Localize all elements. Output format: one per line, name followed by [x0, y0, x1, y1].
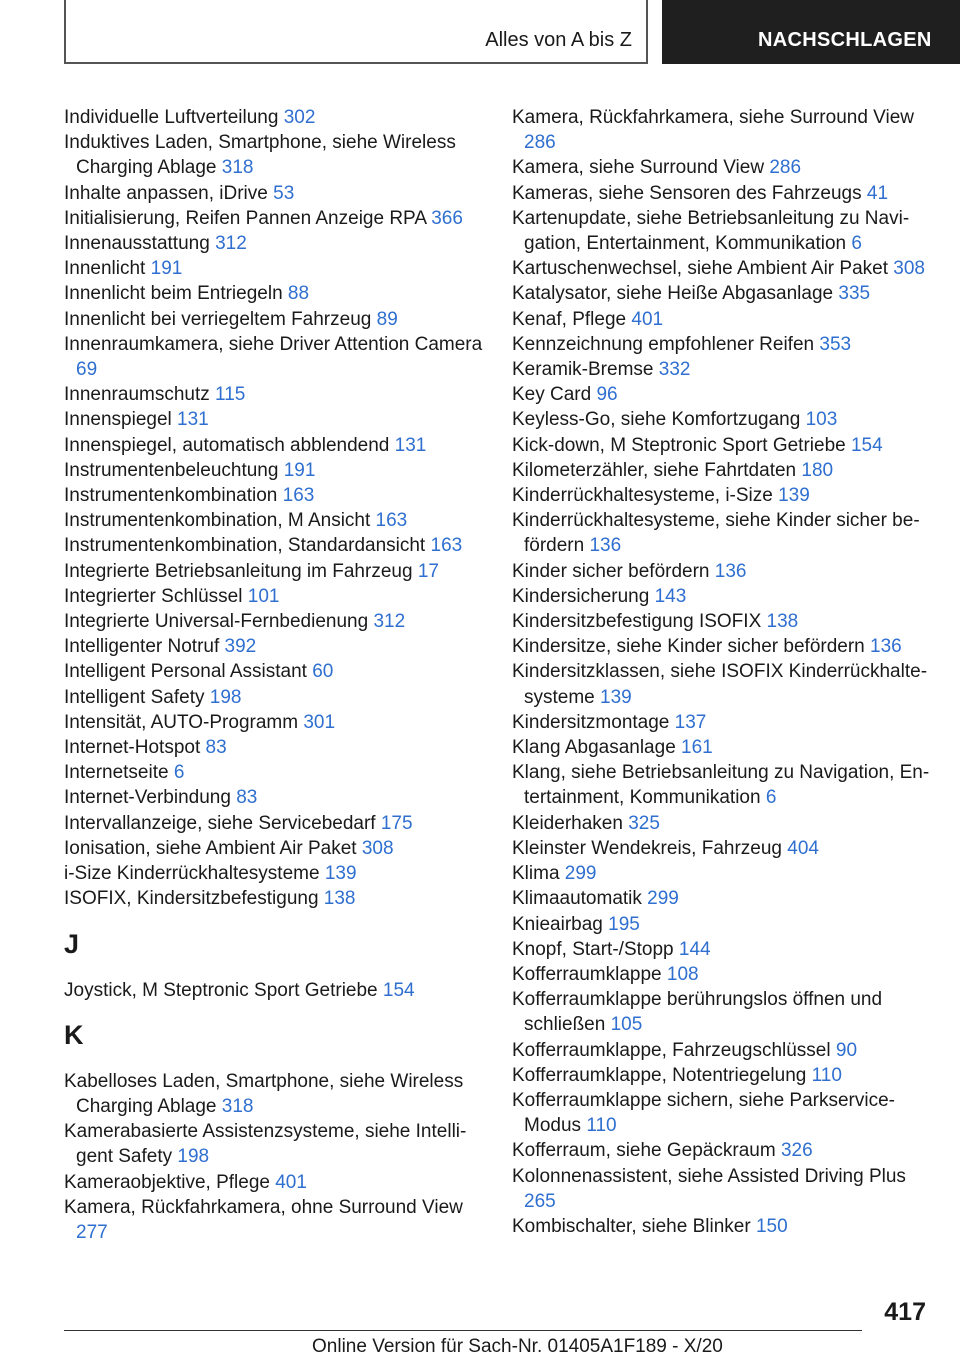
- index-entry-term: Klang, siehe Betriebsanleitung zu Navigation, Entertainment, Kommunikation: [512, 762, 930, 809]
- index-entry-term: ISOFIX, Kindersitzbefestigung: [64, 888, 319, 910]
- index-entry: [512, 332, 937, 357]
- index-entry: [64, 836, 484, 861]
- index-entry-page-link[interactable]: 326: [780, 1140, 813, 1162]
- index-entry: [512, 458, 937, 483]
- index-entry-term: Key Card: [512, 384, 592, 406]
- index-entry-page-link[interactable]: 90: [835, 1039, 858, 1061]
- index-entry-term: Kamera, Rückfahrkamera, ohne Surround View: [64, 1196, 463, 1218]
- index-entry-page-link[interactable]: 17: [417, 560, 439, 582]
- index-entry-term: Keramik-Bremse: [512, 359, 654, 381]
- index-entry: [64, 584, 484, 609]
- index-entry: [64, 307, 484, 332]
- index-entry: [512, 1164, 937, 1214]
- index-entry-term: Intelligent Safety: [64, 686, 205, 708]
- index-entry-term: Ionisation, siehe Ambient Air Paket: [64, 837, 357, 859]
- index-entry-term: Knopf, Start-/Stopp: [512, 938, 674, 960]
- index-entry: [64, 407, 484, 432]
- index-entry-page-link[interactable]: 366: [431, 207, 463, 229]
- index-entry-term: Intelligent Personal Assistant: [64, 661, 307, 683]
- index-entry-term: Innenspiegel: [64, 409, 172, 431]
- index-entry: [512, 987, 937, 1037]
- index-entry-term: Kolonnenassistent, siehe Assisted Driving Plus: [512, 1165, 906, 1187]
- index-entry-page-link[interactable]: 6: [173, 762, 185, 784]
- index-entry-page-link[interactable]: 138: [766, 611, 799, 633]
- index-entry-term: Innenspiegel, automatisch abblendend: [64, 434, 390, 456]
- index-entry-page-link[interactable]: 163: [430, 535, 463, 557]
- index-entry-page-link[interactable]: 265: [524, 1190, 556, 1212]
- page-number: 417: [884, 1298, 926, 1326]
- index-entry: [512, 281, 937, 306]
- index-entry-term: Kameraobjektive, Pflege: [64, 1171, 270, 1193]
- index-entry: [512, 155, 937, 180]
- index-entry-page-link[interactable]: 299: [564, 863, 597, 885]
- index-entry: [64, 483, 484, 508]
- index-entry-page-link[interactable]: 115: [215, 384, 246, 406]
- index-entry-term: Kamera, Rückfahrkamera, siehe Surround View: [512, 107, 915, 128]
- index-entry-page-link[interactable]: 143: [654, 585, 687, 607]
- index-entry-page-link[interactable]: 302: [283, 107, 316, 128]
- index-entry-page-link[interactable]: 83: [205, 737, 227, 759]
- index-entry: [512, 811, 937, 836]
- index-entry: [512, 962, 937, 987]
- index-entry-term: Kilometerzähler, siehe Fahrtdaten: [512, 459, 797, 481]
- index-entry: [512, 609, 937, 634]
- index-entry: [512, 382, 937, 407]
- index-entry: [512, 483, 937, 508]
- footer-divider: [64, 1330, 862, 1331]
- index-entry-term: Individuelle Luftverteilung: [64, 107, 279, 128]
- index-entry-page-link[interactable]: 154: [382, 979, 415, 1001]
- index-entry-term: Integrierte Betriebsanleitung im Fahrzeug: [64, 560, 413, 582]
- index-entry-page-link[interactable]: 180: [801, 459, 834, 481]
- index-entry: [64, 609, 484, 634]
- index-entry-term: Innenraumschutz: [64, 384, 210, 406]
- index-entry-term: Katalysator, siehe Heiße Abgasanlage: [512, 283, 834, 305]
- index-entry: [64, 685, 484, 710]
- index-entry-term: Innenlicht bei verriegeltem Fahrzeug: [64, 308, 372, 330]
- index-entry-term: Integrierter Schlüssel: [64, 585, 243, 607]
- index-entry-page-link[interactable]: 286: [769, 157, 802, 179]
- index-entry-page-link[interactable]: 136: [589, 535, 622, 557]
- index-entry: [64, 886, 484, 911]
- index-entry: [512, 1088, 937, 1138]
- index-entry: [512, 1038, 937, 1063]
- index-entry-term: Inhalte anpassen, iDrive: [64, 182, 268, 204]
- index-entry-term: Kindersitze, siehe Kinder sicher befördern: [512, 636, 865, 658]
- index-entry: [512, 1214, 937, 1239]
- index-entry-term: i-Size Kinderrückhaltesysteme: [64, 863, 320, 885]
- index-entry-term: Kabelloses Laden, Smartphone, siehe Wireless Charging Ablage: [64, 1070, 464, 1117]
- index-entry: [512, 433, 937, 458]
- index-entry-page-link[interactable]: 318: [221, 1095, 254, 1117]
- index-entry-term: Instrumentenkombination, M Ansicht: [64, 510, 371, 532]
- index-letter-heading: K: [64, 1019, 84, 1050]
- index-entry-term: Kindersitzmontage: [512, 711, 670, 733]
- index-entry-page-link[interactable]: 195: [608, 913, 640, 935]
- index-entry: [64, 811, 484, 836]
- index-entry-page-link[interactable]: 191: [150, 258, 183, 280]
- index-entry: [64, 105, 484, 130]
- index-entry-page-link[interactable]: 110: [811, 1064, 842, 1086]
- index-entry: [512, 559, 937, 584]
- index-entry-page-link[interactable]: 139: [778, 485, 810, 507]
- index-entry-page-link[interactable]: 83: [236, 787, 258, 809]
- index-entry-term: Keyless-Go, siehe Komfortzugang: [512, 409, 801, 431]
- index-entry-page-link[interactable]: 150: [755, 1215, 788, 1237]
- chapter-title: NACHSCHLAGEN: [758, 29, 932, 51]
- index-entry: [512, 407, 937, 432]
- index-entry-term: Kinderrückhaltesysteme, siehe Kinder sicher befördern: [512, 510, 920, 557]
- index-entry-term: Klima: [512, 863, 560, 885]
- index-entry-page-link[interactable]: 299: [647, 888, 679, 910]
- index-entry: [512, 307, 937, 332]
- index-entry: [512, 710, 937, 735]
- index-entry-term: Joystick, M Steptronic Sport Getriebe: [64, 979, 378, 1001]
- index-entry: [64, 181, 484, 206]
- index-entry-term: Kenaf, Pflege: [512, 308, 627, 330]
- index-entry: [64, 1069, 484, 1119]
- index-entry-term: Instrumentenbeleuchtung: [64, 459, 279, 481]
- index-entry-page-link[interactable]: 312: [373, 611, 406, 633]
- index-entry-page-link[interactable]: 301: [303, 711, 336, 733]
- index-entry-page-link[interactable]: 6: [851, 233, 862, 255]
- index-entry-page-link[interactable]: 154: [850, 434, 883, 456]
- index-entry-term: Innenlicht: [64, 258, 146, 280]
- footer-text: Online Version für Sach-Nr. 01405A1F189 - X/20: [312, 1336, 723, 1357]
- index-entry: [512, 836, 937, 861]
- index-entry: [512, 886, 937, 911]
- index-entry-page-link[interactable]: 105: [610, 1014, 643, 1036]
- index-entry: [64, 978, 484, 1003]
- index-entry-term: Instrumentenkombination: [64, 485, 278, 507]
- index-entry-term: Kennzeichnung empfohlener Reifen: [512, 333, 815, 355]
- index-entry: [64, 785, 484, 810]
- index-entry: [512, 659, 937, 709]
- section-title: Alles von A bis Z: [485, 29, 632, 51]
- index-entry: [64, 433, 484, 458]
- index-entry: [64, 508, 484, 533]
- index-entry-page-link[interactable]: 163: [375, 510, 408, 532]
- index-entry-page-link[interactable]: 401: [631, 308, 664, 330]
- index-entry-page-link[interactable]: 161: [681, 737, 713, 759]
- index-entry-page-link[interactable]: 401: [275, 1171, 307, 1193]
- index-entry-term: Kinderrückhaltesysteme, i-Size: [512, 485, 773, 507]
- index-entry: [64, 533, 484, 558]
- index-entry-page-link[interactable]: 312: [215, 233, 247, 255]
- index-entry-page-link[interactable]: 163: [282, 485, 315, 507]
- index-entry-term: Kick-down, M Steptronic Sport Getriebe: [512, 434, 846, 456]
- index-entry: [64, 231, 484, 256]
- index-entry-page-link[interactable]: 88: [287, 283, 310, 305]
- index-entry-term: Intensität, AUTO-Programm: [64, 711, 299, 733]
- index-entry-term: Internetseite: [64, 762, 169, 784]
- index-entry-term: Kindersicherung: [512, 585, 650, 607]
- index-entry: [64, 130, 484, 180]
- index-entry-page-link[interactable]: 198: [209, 686, 242, 708]
- index-entry: [512, 937, 937, 962]
- index-entry-page-link[interactable]: 108: [666, 963, 699, 985]
- index-entry: [64, 1119, 484, 1169]
- index-entry-term: Induktives Laden, Smartphone, siehe Wireless Charging Ablage: [64, 132, 456, 179]
- section-header: [64, 0, 648, 64]
- index-entry-term: Klimaautomatik: [512, 888, 642, 910]
- index-entry-term: Instrumentenkombination, Standardansicht: [64, 535, 426, 557]
- index-entry-term: Kofferraumklappe, Fahrzeugschlüssel: [512, 1039, 831, 1061]
- index-entry-term: Kindersitzklassen, siehe ISOFIX Kinderrückhaltesysteme: [512, 661, 928, 708]
- index-entry-term: Kartenupdate, siehe Betriebsanleitung zu Navigation, Entertainment, Kommunikation: [512, 207, 910, 255]
- index-entry: [64, 861, 484, 886]
- index-entry-page-link[interactable]: 136: [714, 560, 747, 582]
- index-entry-term: Intelligenter Notruf: [64, 636, 220, 658]
- index-entry: [512, 634, 937, 659]
- index-column-left: [64, 105, 484, 1245]
- index-entry: [512, 1063, 937, 1088]
- index-entry: [512, 735, 937, 760]
- index-entry: [512, 760, 937, 810]
- index-entry-term: Innenlicht beim Entriegeln: [64, 283, 283, 305]
- index-entry-page-link[interactable]: 392: [224, 636, 257, 658]
- index-entry-page-link[interactable]: 6: [765, 787, 777, 809]
- index-entry: [64, 1195, 484, 1245]
- index-entry-page-link[interactable]: 325: [628, 812, 660, 834]
- index-entry-term: Kamera, siehe Surround View: [512, 157, 765, 179]
- index-entry: [512, 206, 937, 256]
- index-entry-page-link[interactable]: 53: [273, 182, 295, 204]
- index-entry-term: Kofferraumklappe sichern, siehe Parkservice-Modus: [512, 1089, 895, 1137]
- index-entry-page-link[interactable]: 335: [838, 283, 871, 305]
- index-entry: [512, 357, 937, 382]
- index-entry: [64, 382, 484, 407]
- chapter-tab: [662, 0, 960, 64]
- index-entry-page-link[interactable]: 308: [893, 258, 925, 280]
- index-entry-term: Kartuschenwechsel, siehe Ambient Air Paket: [512, 258, 888, 280]
- index-entry: [64, 735, 484, 760]
- index-entry-page-link[interactable]: 101: [247, 585, 280, 607]
- index-entry: [64, 710, 484, 735]
- index-entry: [64, 332, 484, 382]
- index-entry-term: Kamerabasierte Assistenzsysteme, siehe Intelligent Safety: [64, 1121, 467, 1168]
- index-entry-page-link[interactable]: 353: [819, 333, 852, 355]
- index-entry: [64, 206, 484, 231]
- index-entry-page-link[interactable]: 138: [323, 888, 356, 910]
- index-entry-page-link[interactable]: 103: [805, 409, 838, 431]
- index-entry-page-link[interactable]: 131: [177, 409, 209, 431]
- index-entry-term: Klang Abgasanlage: [512, 737, 676, 759]
- index-entry-term: Kofferraumklappe, Notentriegelung: [512, 1064, 807, 1086]
- index-entry: [512, 584, 937, 609]
- index-entry-page-link[interactable]: 191: [283, 459, 316, 481]
- index-entry-term: Kindersitzbefestigung ISOFIX: [512, 611, 762, 633]
- index-entry-term: Kofferraumklappe: [512, 963, 662, 985]
- index-entry: [64, 634, 484, 659]
- index-entry: [512, 256, 937, 281]
- index-entry-page-link[interactable]: 41: [866, 182, 889, 204]
- index-entry-term: Internet-Hotspot: [64, 737, 201, 759]
- index-entry-term: Innenraumkamera, siehe Driver Attention Camera: [64, 333, 483, 355]
- index-entry-page-link[interactable]: 332: [658, 359, 691, 381]
- index-letter-heading: J: [64, 928, 80, 959]
- index-entry-page-link[interactable]: 175: [380, 812, 413, 834]
- index-entry-term: Innenausstattung: [64, 233, 210, 255]
- index-entry-page-link[interactable]: 60: [312, 661, 334, 683]
- index-entry-page-link[interactable]: 404: [787, 837, 819, 859]
- index-entry-page-link[interactable]: 96: [596, 384, 618, 406]
- index-entry-term: Kofferraumklappe berührungslos öffnen und schließen: [512, 989, 883, 1036]
- index-entry: [512, 508, 937, 558]
- index-entry-page-link[interactable]: 318: [221, 157, 254, 179]
- index-entry-page-link[interactable]: 110: [586, 1115, 617, 1137]
- index-entry: [512, 181, 937, 206]
- index-entry-page-link[interactable]: 131: [394, 434, 427, 456]
- index-entry-term: Kofferraum, siehe Gepäckraum: [512, 1140, 776, 1162]
- index-entry: [64, 559, 484, 584]
- index-entry-term: Knieairbag: [512, 913, 603, 935]
- index-entry: [64, 1170, 484, 1195]
- index-entry-term: Kombischalter, siehe Blinker: [512, 1215, 751, 1237]
- index-entry-page-link[interactable]: 308: [361, 837, 394, 859]
- index-entry: [64, 281, 484, 306]
- index-entry-page-link[interactable]: 137: [674, 711, 707, 733]
- index-entry: [512, 912, 937, 937]
- index-entry: [64, 659, 484, 684]
- index-entry-term: Internet-Verbindung: [64, 787, 231, 809]
- index-entry-term: Kleiderhaken: [512, 812, 623, 834]
- index-entry-term: Intervallanzeige, siehe Servicebedarf: [64, 812, 376, 834]
- index-entry-page-link[interactable]: 144: [678, 938, 711, 960]
- index-entry: [64, 256, 484, 281]
- index-entry-page-link[interactable]: 136: [870, 636, 902, 658]
- index-entry-term: Kleinster Wendekreis, Fahrzeug: [512, 837, 782, 859]
- index-entry: [64, 760, 484, 785]
- index-entry-term: Kameras, siehe Sensoren des Fahrzeugs: [512, 182, 862, 204]
- index-entry: [512, 861, 937, 886]
- index-entry-page-link[interactable]: 286: [524, 132, 556, 154]
- index-entry-page-link[interactable]: 89: [376, 308, 398, 330]
- index-entry-page-link[interactable]: 69: [76, 359, 98, 381]
- index-entry: [512, 1138, 937, 1163]
- index-entry-term: Integrierte Universal-Fernbedienung: [64, 611, 369, 633]
- index-entry: [512, 105, 937, 155]
- index-entry: [64, 458, 484, 483]
- index-column-right: [512, 105, 937, 1239]
- index-entry-term: Initialisierung, Reifen Pannen Anzeige RPA: [64, 207, 426, 229]
- index-entry-page-link[interactable]: 139: [324, 863, 357, 885]
- index-entry-page-link[interactable]: 198: [177, 1146, 210, 1168]
- index-entry-page-link[interactable]: 277: [76, 1221, 108, 1243]
- index-entry-term: Kinder sicher befördern: [512, 560, 710, 582]
- index-entry-page-link[interactable]: 139: [600, 686, 632, 708]
